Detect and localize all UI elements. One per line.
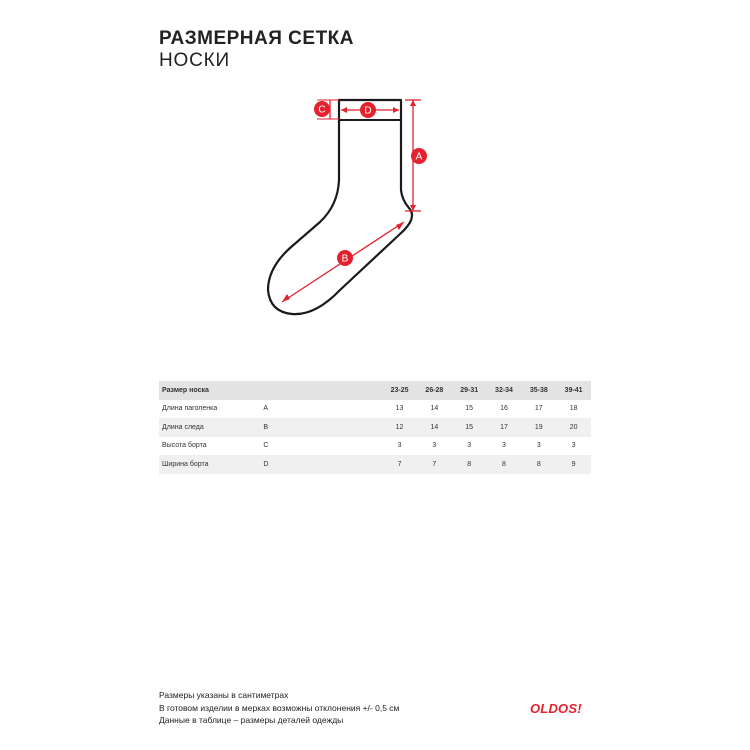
cell: 8 [467, 460, 472, 468]
cell: 12 [395, 423, 404, 431]
cell: 15 [465, 423, 474, 431]
cell: 18 [569, 405, 578, 413]
row-name: Ширина борта [162, 460, 209, 468]
marker-c: C [318, 104, 326, 116]
row-name: Длина паголенка [162, 405, 218, 413]
size-table-header [159, 381, 591, 400]
cell: 7 [432, 460, 437, 468]
cell: 8 [536, 460, 541, 468]
size-col: 39-41 [564, 386, 583, 394]
size-col: 26-28 [425, 386, 444, 394]
marker-a: A [415, 151, 423, 163]
page-title: РАЗМЕРНАЯ СЕТКА [159, 28, 354, 49]
table-row [159, 455, 591, 474]
marker-d: D [364, 105, 372, 117]
row-code: C [263, 442, 269, 450]
cell: 3 [502, 442, 506, 450]
cell: 19 [534, 423, 543, 431]
cell: 3 [432, 442, 437, 450]
sock-outline [268, 100, 412, 314]
cell: 7 [397, 460, 402, 468]
cell: 16 [500, 405, 508, 413]
cell: 3 [571, 442, 576, 450]
note-garment: Данные в таблице – размеры деталей одежды [159, 715, 344, 725]
cell: 20 [569, 423, 578, 431]
cell: 17 [534, 405, 543, 413]
size-col: 23-25 [390, 386, 409, 394]
brand-logo: OLDOS! [530, 701, 582, 716]
cell: 9 [571, 460, 576, 468]
cell: 14 [430, 423, 439, 431]
cell: 3 [536, 442, 541, 450]
notes [159, 689, 399, 727]
header-label: Размер носка [162, 386, 209, 394]
cell: 3 [397, 442, 402, 450]
row-name: Длина следа [162, 423, 204, 431]
table-row [159, 400, 591, 419]
cell: 15 [465, 405, 474, 413]
note-units: Размеры указаны в сантиметрах [159, 690, 289, 700]
table-row [159, 418, 591, 437]
dimension-c [314, 100, 339, 119]
row-code: A [263, 405, 269, 413]
size-table [159, 381, 591, 474]
cell: 8 [502, 460, 506, 468]
marker-b: B [341, 253, 349, 265]
size-col: 35-38 [529, 386, 548, 394]
table-row [159, 437, 591, 456]
cell: 3 [467, 442, 472, 450]
dimension-a [405, 100, 427, 211]
size-col: 29-31 [460, 386, 479, 394]
row-code: D [263, 460, 269, 468]
size-col: 32-34 [495, 386, 513, 394]
page-subtitle: НОСКИ [159, 50, 230, 71]
note-tolerance: В готовом изделии в мерках возможны отклонения +/- 0,5 см [159, 702, 400, 713]
cell: 14 [430, 405, 439, 413]
row-name: Высота борта [162, 442, 207, 450]
cell: 13 [395, 405, 404, 413]
row-code: B [263, 423, 269, 431]
cell: 17 [500, 423, 508, 431]
